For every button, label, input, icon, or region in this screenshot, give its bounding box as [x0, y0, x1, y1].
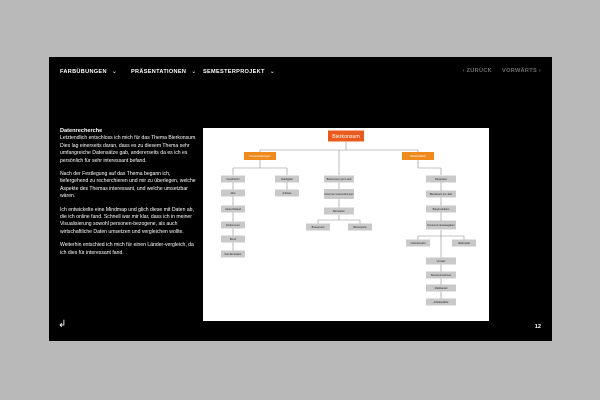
svg-text:Geschlecht: Geschlecht [226, 177, 240, 181]
svg-text:Wirtschaftlich: Wirtschaftlich [410, 154, 426, 158]
mindmap-node [324, 189, 354, 199]
svg-text:Häufigkeit: Häufigkeit [281, 177, 293, 181]
mindmap-node [406, 240, 430, 247]
back-button[interactable]: ‹ ZURÜCK [462, 68, 492, 74]
mindmap-node [324, 176, 354, 183]
mindmap-node [221, 236, 245, 243]
slide [49, 57, 552, 341]
svg-text:Familienstatus: Familienstatus [224, 252, 242, 256]
svg-text:Personenbezogen: Personenbezogen [249, 154, 271, 158]
text-column [60, 128, 200, 263]
mindmap-branch-node [244, 152, 276, 160]
mindmap-node [221, 190, 245, 197]
return-arrow-icon[interactable]: ↲ [58, 319, 67, 330]
mindmap-node [426, 299, 456, 306]
mindmap-node [221, 251, 245, 258]
svg-text:Weltmarkt: Weltmarkt [458, 241, 470, 245]
svg-text:Biersorten: Biersorten [333, 209, 345, 213]
svg-text:Umsatz: Umsatz [436, 259, 446, 263]
mindmap-node [221, 176, 245, 183]
forward-button[interactable]: VORWÄRTS › [502, 68, 541, 74]
paragraph: Letztendlich entschloss ich mich für das Thema Bierkonsum. Dies lag einerseits daran, dass es zu diesem Thema sehr umfangreiche Datensätze gab, andererseits da es ich es persönlich für sehr interessant befand. [60, 135, 197, 164]
svg-text:Arbeitsplätze: Arbeitsplätze [433, 300, 449, 304]
mindmap-node [426, 176, 456, 183]
mindmap-node [275, 176, 299, 183]
svg-text:Konsumentenausgaben: Konsumentenausgaben [427, 223, 455, 227]
mindmap-node [426, 206, 456, 213]
svg-text:Bierkonsum: Bierkonsum [332, 133, 360, 140]
mindmap-node [306, 224, 330, 231]
page-number: 12 [534, 324, 541, 330]
svg-text:Anteil am Gesamtkonsum: Anteil am Gesamtkonsum [324, 192, 354, 196]
mindmap-node [426, 191, 456, 198]
paragraph: Ich entwickelte eine Mindmap und glich diese mit Daten ab, die ich online fand. Schnell war mir klar, dass ich in meiner Visualisierung sowohl personen-bezogene, als auch wirtschaftliche Daten umsetzen und vergleichen wollte. [60, 206, 194, 235]
svg-text:Anlässe: Anlässe [282, 191, 292, 195]
nav-menu-farbuebungen[interactable] [60, 68, 117, 75]
svg-text:Bierabsatz pro Jahr: Bierabsatz pro Jahr [429, 192, 453, 196]
nav-label-semesterprojekt: SEMESTERPROJEKT [203, 69, 265, 75]
mindmap-node [221, 222, 245, 229]
svg-text:Alter: Alter [230, 191, 236, 195]
svg-text:Marktanteil: Marktanteil [434, 286, 448, 290]
svg-text:Bierproduktion: Bierproduktion [432, 207, 450, 211]
nav-menu-semesterprojekt[interactable] [203, 68, 275, 75]
svg-text:Beruf: Beruf [229, 237, 237, 241]
mindmap-node [426, 221, 456, 230]
top-navigation [60, 68, 541, 82]
svg-text:Bierexporte: Bierexporte [353, 225, 367, 229]
nav-label-farbuebungen: FARBÜBUNGEN [60, 69, 107, 75]
mindmap-branch-node [402, 152, 434, 160]
mindmap-diagram [203, 128, 489, 321]
nav-menu-praesentationen[interactable] [131, 68, 197, 75]
chevron-down-icon: ⌄ [111, 69, 118, 75]
svg-text:Einkommen: Einkommen [226, 223, 240, 227]
chevron-down-icon: ⌄ [269, 69, 276, 75]
paragraph: Nach der Festlegung auf das Thema begann ich, tiefergehend zu recherchieren und mir zu überlegen, welche Aspekte des Themas interessant, und welche umsetzbar wären. [60, 171, 196, 200]
paragraph: Weiterhin entschied ich mich für einen Länder-vergleich, da ich dies für interessant fand. [60, 242, 194, 256]
mindmap-node [221, 206, 245, 213]
svg-text:Bierkonsum pro Land: Bierkonsum pro Land [326, 177, 352, 181]
mindmap-node [348, 224, 372, 231]
mindmap-image [203, 128, 489, 321]
svg-text:Bierpreise: Bierpreise [435, 177, 447, 181]
mindmap-node [275, 190, 299, 197]
mindmap-node [452, 240, 476, 247]
svg-text:Inlandsmarkt: Inlandsmarkt [410, 241, 426, 245]
svg-text:Steuereinnahmen: Steuereinnahmen [430, 273, 452, 277]
mindmap-node [426, 285, 456, 292]
chevron-down-icon: ⌄ [191, 69, 197, 75]
mindmap-node [324, 208, 354, 215]
section-heading: Datenrecherche [60, 128, 103, 134]
svg-text:Herkunftsland: Herkunftsland [224, 207, 242, 211]
nav-label-praesentationen: PRÄSENTATIONEN [131, 69, 187, 75]
mindmap-node [426, 272, 456, 279]
svg-text:Brauereien: Brauereien [311, 225, 325, 229]
mindmap-root-node [328, 131, 364, 142]
mindmap-node [426, 258, 456, 265]
